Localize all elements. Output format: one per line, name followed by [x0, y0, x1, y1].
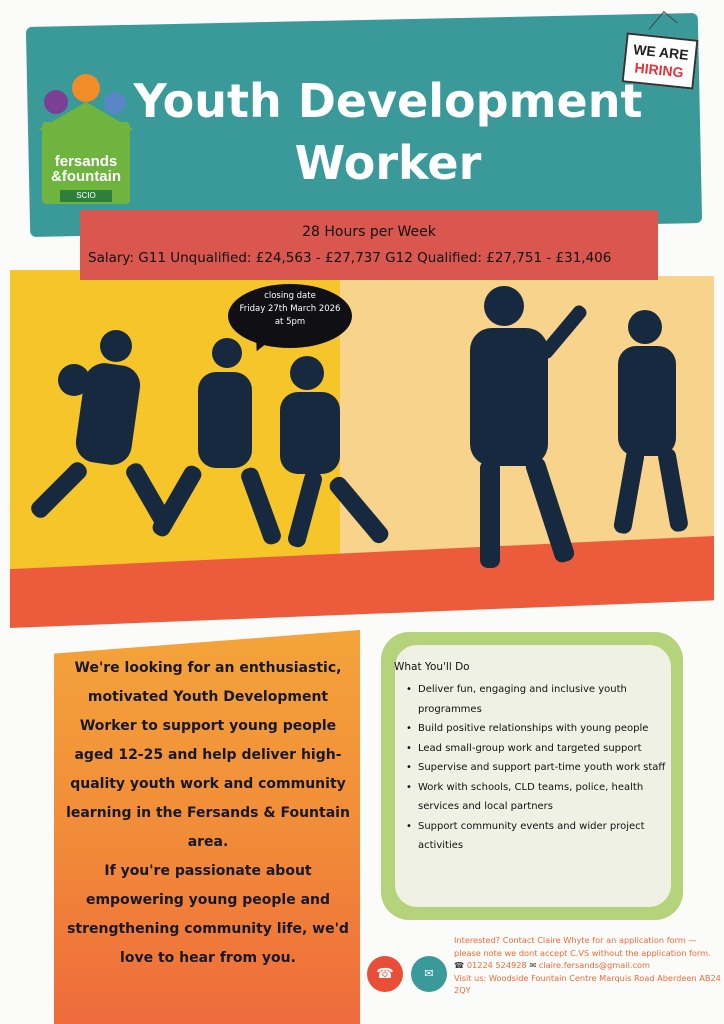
duty-item: • Support community events and wider project activities	[406, 817, 676, 856]
logo-line1: fersands	[54, 153, 118, 170]
silhouette-leg	[480, 460, 500, 568]
duty-item: • Lead small-group work and targeted support	[406, 739, 676, 759]
title-line1: Youth Development	[133, 74, 643, 128]
email-icon: ✉	[411, 956, 447, 992]
duty-item: • Deliver fun, engaging and inclusive youth programmes	[406, 680, 676, 719]
closing-date-bubble	[228, 284, 352, 348]
title-line2: Worker	[294, 136, 482, 190]
intro-paragraph1: We're looking for an enthusiastic, motivated Youth Development Worker to support young people aged 12-25 and help deliver high-quality youth work and community learning in the Fersands & Fountain area.	[66, 660, 350, 850]
silhouette-body	[618, 346, 676, 456]
mail-glyph: ✉	[529, 960, 539, 970]
email-address[interactable]: claire.fersands@gmail.com	[538, 960, 650, 970]
closing-line2: Friday 27th March 2026	[239, 304, 341, 314]
logo-sub: SCIO	[60, 190, 112, 202]
salary-band	[80, 210, 658, 280]
logo-line2: &fountain	[51, 168, 121, 185]
hiring-line1: WE ARE	[632, 41, 690, 63]
hours-text: 28 Hours per Week	[302, 224, 436, 240]
contact-intro: Interested? Contact Claire Whyte for an application form — please note we dont accept C.VS without the application form.	[454, 935, 711, 958]
duties-list	[406, 680, 676, 856]
silhouette-head	[290, 356, 324, 390]
contact-details	[454, 959, 722, 972]
logo-text	[42, 154, 130, 184]
phone-glyph: ☎	[454, 960, 467, 970]
duty-item: • Work with schools, CLD teams, police, health services and local partners	[406, 778, 676, 817]
ball-icon	[58, 364, 90, 396]
silhouette-body	[198, 372, 252, 468]
silhouette-head	[484, 286, 524, 326]
salary-text: Salary: G11 Unqualified: £24,563 - £27,737 G12 Qualified: £27,751 - £31,406	[88, 250, 612, 266]
page-title	[128, 70, 648, 194]
phone-icon: ☎	[367, 956, 403, 992]
intro-text	[58, 654, 358, 973]
silhouette-body	[280, 392, 340, 474]
visit-address: Visit us: Woodside Fountain Centre Marquis Road Aberdeen AB24 2QY	[454, 972, 721, 995]
contact-info	[454, 934, 722, 997]
silhouette-head	[628, 310, 662, 344]
duty-item: • Supervise and support part-time youth work staff	[406, 758, 676, 778]
fersands-fountain-logo	[38, 74, 134, 206]
duties-title: What You'll Do	[394, 661, 470, 673]
silhouette-head	[100, 330, 132, 362]
hiring-line2: HIRING	[633, 59, 685, 81]
closing-line3: at 5pm	[274, 317, 306, 327]
duty-item: • Build positive relationships with young people	[406, 719, 676, 739]
silhouette-head	[212, 338, 242, 368]
logo-figure-orange	[72, 74, 100, 102]
intro-paragraph2: If you're passionate about empowering young people and strengthening community life, we'd love to hear from you.	[67, 863, 349, 966]
silhouette-body	[470, 328, 548, 466]
phone-number[interactable]: 01224 524928	[466, 960, 527, 970]
closing-line1: closing date	[264, 291, 316, 301]
